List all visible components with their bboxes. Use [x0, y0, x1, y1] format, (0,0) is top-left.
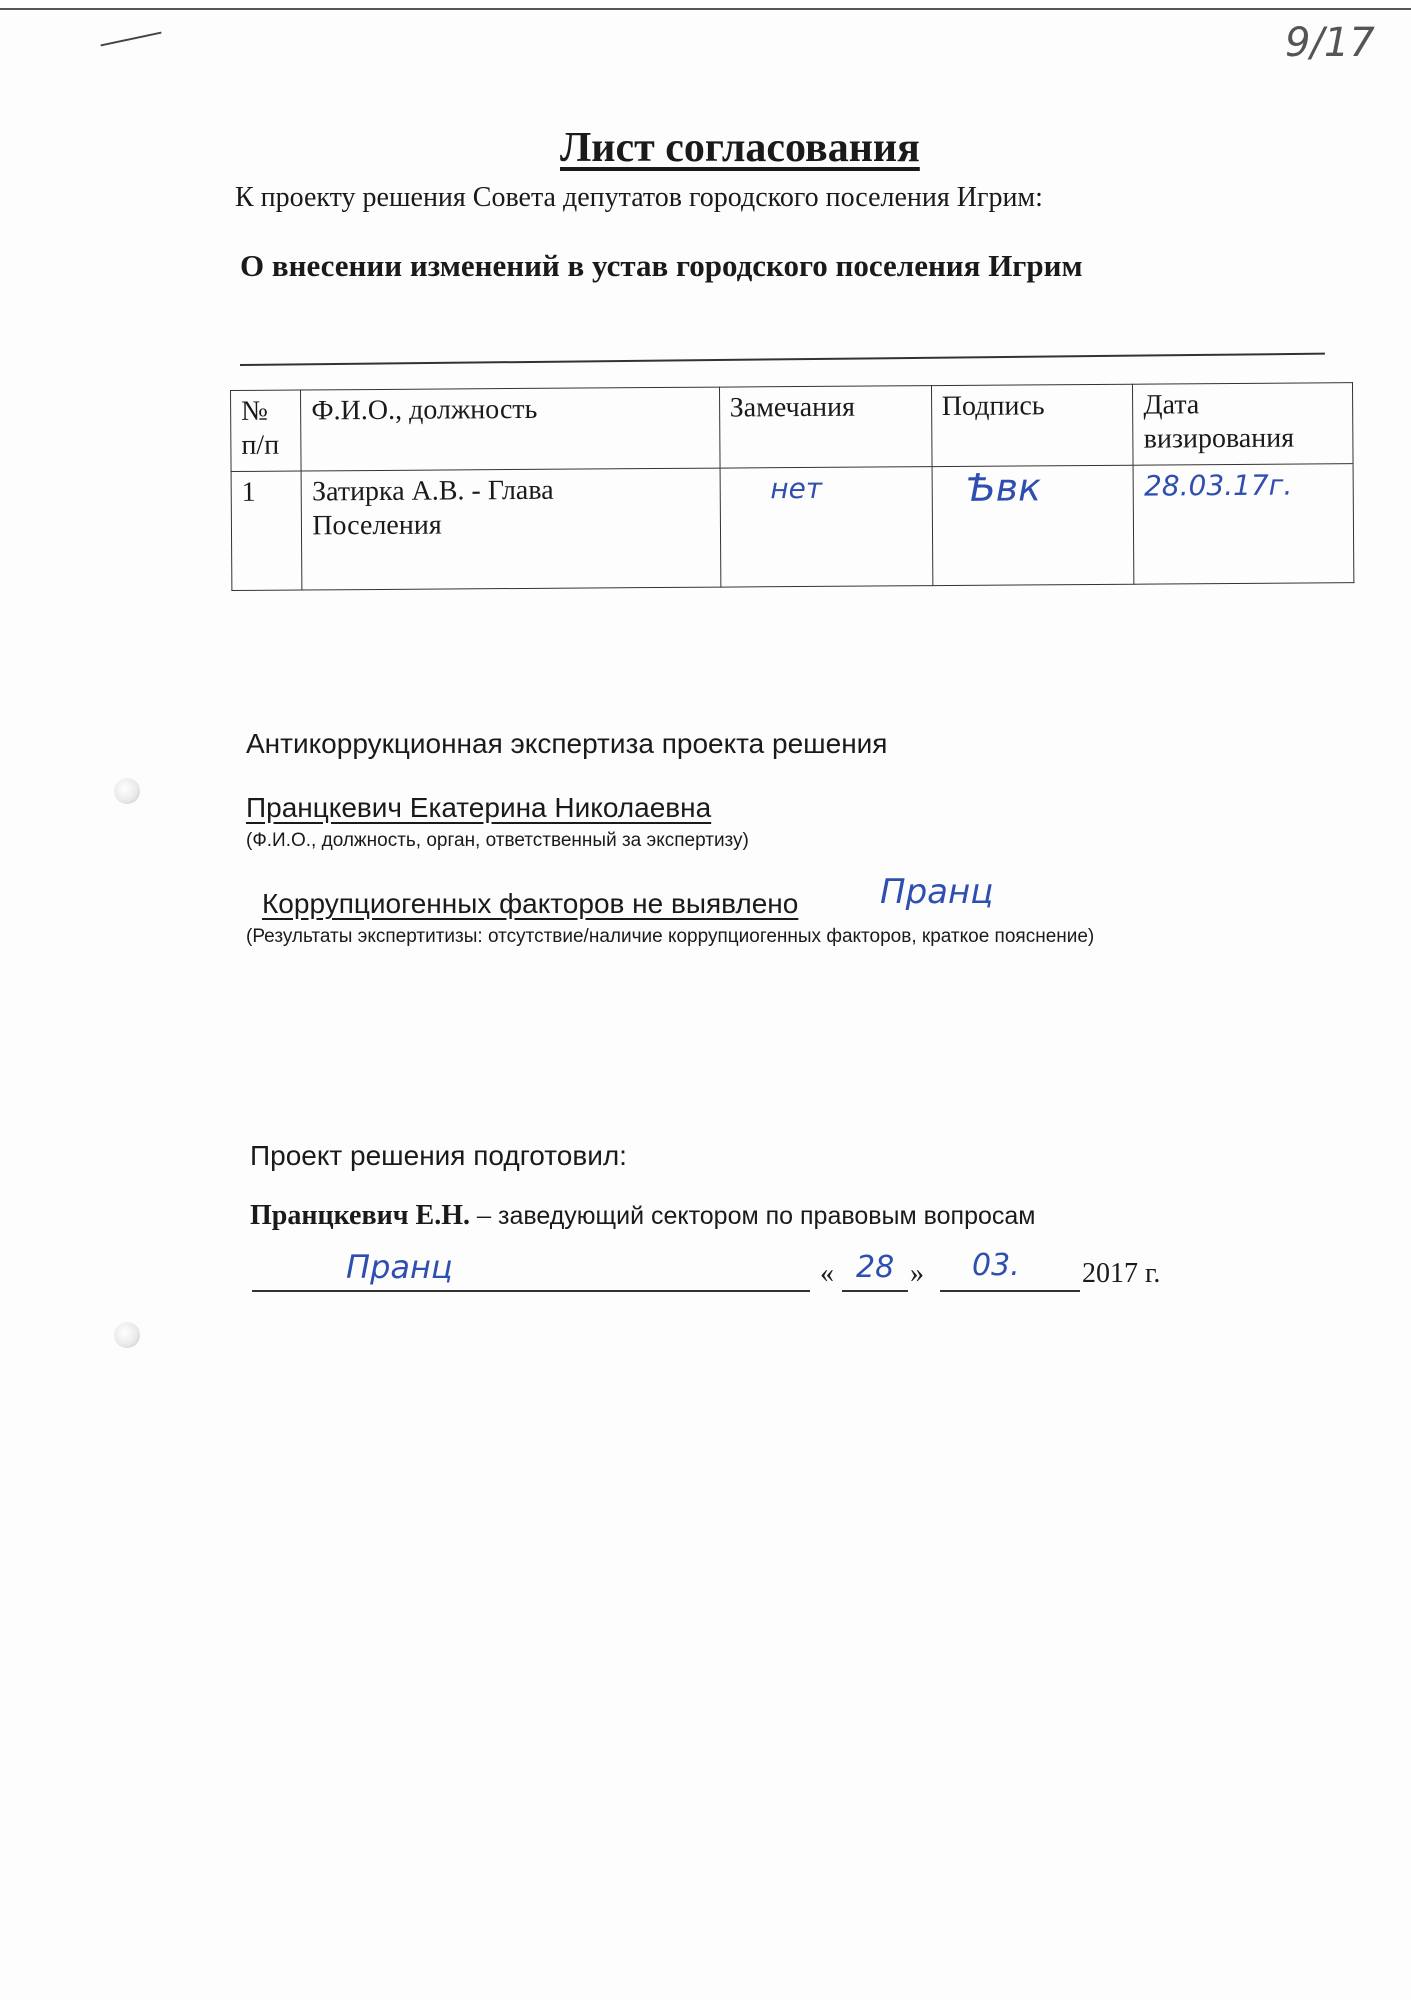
signature-line: [252, 1290, 810, 1292]
cell-signature: [932, 465, 1135, 585]
preparer-name: Пранцкевич Е.Н.: [250, 1200, 470, 1231]
day-line: [842, 1290, 908, 1292]
approval-table: [230, 382, 1354, 591]
expert-caption: (Ф.И.О., должность, орган, ответственный за экспертизу): [246, 830, 749, 851]
punch-hole-bottom: [114, 1322, 140, 1348]
name-line-1: Затирка А.В. - Глава: [311, 474, 554, 508]
scan-top-edge: [0, 0, 1411, 10]
header-number: № п/п: [231, 390, 302, 471]
table-header-row: [231, 383, 1354, 472]
separator-line: [240, 353, 1325, 366]
date-month: 03.: [972, 1248, 1020, 1283]
cell-name: [301, 468, 720, 590]
expert-name: Пранцкевич Екатерина Николаевна: [246, 792, 712, 823]
document-subject: О внесении изменений в устав городского поселения Игрим: [240, 248, 1083, 283]
prepared-heading: Проект решения подготовил:: [250, 1140, 627, 1171]
cell-number: 1: [231, 471, 302, 590]
remarks-handwriting: нет: [770, 471, 823, 506]
header-date: Дата визирования: [1133, 383, 1353, 466]
quote-close: »: [910, 1258, 924, 1289]
header-signature: Подпись: [931, 384, 1133, 466]
result-caption: (Результаты экспертитизы: отсутствие/наличие коррупциогенных факторов, краткое пояснение): [246, 926, 1095, 947]
punch-hole-top: [114, 778, 140, 804]
month-line: [940, 1290, 1080, 1292]
quote-open: «: [820, 1258, 834, 1289]
expertise-result: Коррупциогенных факторов не выявлено: [262, 888, 799, 919]
date-year: 2017 г.: [1082, 1258, 1161, 1289]
pen-mark: [100, 32, 161, 47]
date-day: 28: [856, 1250, 895, 1285]
preparer-dash: –: [469, 1200, 498, 1231]
preparer-signature: Пранц: [346, 1248, 453, 1286]
preparer-position: заведующий сектором по правовым вопросам: [497, 1202, 1036, 1230]
preparer-line: [250, 1200, 1035, 1232]
result-signature: Пранц: [880, 872, 994, 912]
anticorruption-heading: Антикоррукционная экспертиза проекта решения: [246, 728, 888, 759]
document-subtitle: К проекту решения Совета депутатов городского поселения Игрим:: [235, 182, 1043, 213]
document-title: Лист согласования: [560, 125, 920, 171]
header-name: Ф.И.О., должность: [301, 387, 720, 471]
header-remarks: Замечания: [719, 386, 932, 468]
table-row: [231, 464, 1354, 591]
name-line-2: Поселения: [312, 509, 442, 542]
date-handwriting: 28.03.17г.: [1143, 468, 1293, 503]
cell-remarks: [720, 467, 933, 587]
signature-handwriting: Ѣвк: [966, 465, 1042, 510]
signature-date-row: [250, 1248, 1190, 1298]
page-number: 9/17: [1285, 20, 1375, 66]
cell-date: [1133, 464, 1353, 585]
